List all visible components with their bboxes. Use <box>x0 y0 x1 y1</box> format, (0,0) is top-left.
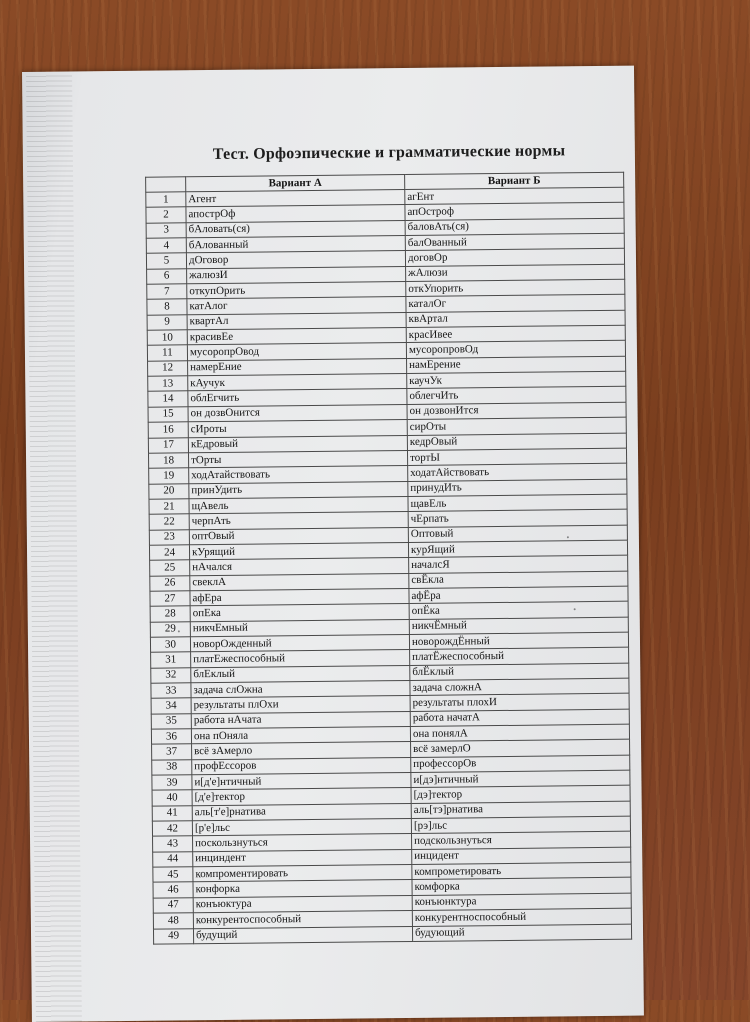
variant-b-cell: задача сложнА <box>410 678 629 696</box>
variant-a-cell: Агент <box>186 189 405 207</box>
variant-b-cell: конъюнктура <box>412 893 631 911</box>
variant-b-cell: компрометировать <box>412 862 631 880</box>
variant-b-cell: афЁра <box>409 586 628 604</box>
row-number: 44 <box>153 852 193 868</box>
variant-a-cell: бАловать(ся) <box>186 220 405 238</box>
variant-a-cell: [д'е]тектор <box>192 788 411 806</box>
row-number: 11 <box>147 345 187 361</box>
variant-a-cell: всё зАмерло <box>192 742 411 760</box>
variant-a-cell: она пОняла <box>191 727 410 745</box>
variant-a-cell: инциндент <box>193 849 412 867</box>
row-number: 3 <box>146 222 186 238</box>
row-number: 43 <box>153 836 193 852</box>
row-number: 5 <box>146 253 186 269</box>
variant-b-cell: апОстроф <box>405 203 624 221</box>
variant-a-cell: компроментировать <box>193 865 412 883</box>
variant-b-cell: агЕнт <box>405 187 624 205</box>
variant-b-cell: ходатАйствовать <box>408 463 627 481</box>
row-number: 45 <box>153 867 193 883</box>
row-number: 7 <box>147 284 187 300</box>
variant-b-cell: тортЫ <box>407 448 626 466</box>
variant-b-cell: платЁжеспособный <box>410 647 629 665</box>
row-number: 20 <box>149 483 189 499</box>
variant-a-cell: красивЕе <box>187 328 406 346</box>
row-number: 32 <box>151 667 191 683</box>
variant-b-cell: курЯщий <box>408 540 627 558</box>
variant-b-cell: облегчИть <box>407 387 626 405</box>
row-number: 6 <box>147 269 187 285</box>
row-number: 21 <box>149 499 189 515</box>
variant-a-cell: конфорка <box>193 880 412 898</box>
variant-a-cell: платЕжеспособный <box>191 650 410 668</box>
variant-b-cell: инцидент <box>412 847 631 865</box>
variant-b-cell: красИвее <box>406 325 625 343</box>
variant-a-cell: кУрящий <box>189 542 408 560</box>
variant-b-cell: профессорОв <box>411 755 630 773</box>
variant-b-header: Вариант Б <box>405 172 624 189</box>
row-number: 33 <box>151 683 191 699</box>
variant-b-cell: будующий <box>412 924 631 942</box>
variant-b-cell: намЕрение <box>407 356 626 374</box>
variant-a-cell: профЕссоров <box>192 757 411 775</box>
variant-b-cell: всё замерлО <box>411 740 630 758</box>
page-title: Тест. Орфоэпические и грамматические нормы <box>212 142 566 164</box>
row-number: 2 <box>146 207 186 223</box>
variant-a-cell: поскользнуться <box>193 834 412 852</box>
row-number: 18 <box>148 453 188 469</box>
variant-a-cell: он дозвОнится <box>188 404 407 422</box>
row-number: 1 <box>146 192 186 208</box>
variant-b-cell: кедрОвый <box>407 433 626 451</box>
variant-a-cell: тОрты <box>188 450 407 468</box>
variant-a-cell: катАлог <box>187 297 406 315</box>
variant-b-cell: Оптовый <box>408 525 627 543</box>
variant-a-header: Вариант А <box>186 174 405 191</box>
variant-b-cell: баловАть(ся) <box>405 218 624 236</box>
row-number: 41 <box>152 806 192 822</box>
row-number: 14 <box>148 391 188 407</box>
row-number: 36 <box>151 729 191 745</box>
variant-b-cell: аль[тэ]рнатива <box>411 801 630 819</box>
variant-a-cell: мусоропрОвод <box>187 343 406 361</box>
variant-b-cell: [рэ]льс <box>411 816 630 834</box>
variant-b-cell: каталОг <box>406 295 625 313</box>
variant-b-cell: она понялА <box>410 724 629 742</box>
variant-a-cell: опЕка <box>190 604 409 622</box>
variant-b-cell: никчЁмный <box>409 617 628 635</box>
row-number: 4 <box>146 238 186 254</box>
variant-a-cell: работа нАчата <box>191 711 410 729</box>
variant-a-cell: оптОвый <box>189 527 408 545</box>
variant-b-cell: договОр <box>405 249 624 267</box>
row-number: 17 <box>148 437 188 453</box>
variant-b-cell: и[дэ]нтичный <box>411 770 630 788</box>
variant-a-cell: бАлованный <box>186 236 405 254</box>
variant-b-cell: сирОты <box>407 417 626 435</box>
variant-a-cell: задача слОжна <box>191 680 410 698</box>
paper-sheet <box>22 66 644 1022</box>
row-number: 27 <box>150 591 190 607</box>
test-table <box>145 172 632 945</box>
row-number: 34 <box>151 698 191 714</box>
row-number: 13 <box>148 376 188 392</box>
variant-a-cell: кЕдровый <box>188 435 407 453</box>
row-number: 35 <box>151 713 191 729</box>
row-number: 12 <box>148 361 188 377</box>
row-number: 42 <box>152 821 192 837</box>
row-number: 29 <box>150 621 190 637</box>
variant-a-cell: кАучук <box>188 374 407 392</box>
row-number: 26 <box>150 575 190 591</box>
variant-a-cell: и[д'е]нтичный <box>192 773 411 791</box>
variant-a-cell: блЕклый <box>191 665 410 683</box>
variant-a-cell: дОговор <box>186 251 405 269</box>
variant-b-cell: откУпорить <box>406 279 625 297</box>
variant-a-cell: никчЕмный <box>190 619 409 637</box>
row-number: 48 <box>153 913 193 929</box>
variant-b-cell: [дэ]тектор <box>411 786 630 804</box>
variant-a-cell: квартАл <box>187 312 406 330</box>
toner-speck <box>567 536 569 538</box>
variant-b-cell: опЁка <box>409 601 628 619</box>
variant-b-cell: щавЕль <box>408 494 627 512</box>
variant-b-cell: он дозвонИтся <box>407 402 626 420</box>
variant-b-cell: мусоропровОд <box>406 341 625 359</box>
variant-b-cell: принудИть <box>408 479 627 497</box>
toner-speck <box>178 630 180 632</box>
row-number: 31 <box>151 652 191 668</box>
variant-a-cell: новорОжденный <box>190 634 409 652</box>
row-number: 19 <box>149 468 189 484</box>
toner-speck <box>574 608 576 610</box>
row-number: 46 <box>153 882 193 898</box>
row-number: 30 <box>150 637 190 653</box>
variant-a-cell: свеклА <box>190 573 409 591</box>
row-number: 16 <box>148 422 188 438</box>
variant-a-cell: афЕра <box>190 588 409 606</box>
variant-b-cell: свЁкла <box>409 571 628 589</box>
variant-a-cell: намерЕние <box>188 358 407 376</box>
variant-a-cell: аль[т'е]рнатива <box>192 803 411 821</box>
variant-b-cell: чЕрпать <box>408 509 627 527</box>
variant-a-cell: нАчался <box>190 558 409 576</box>
row-number: 8 <box>147 299 187 315</box>
row-number: 38 <box>152 759 192 775</box>
variant-a-cell: конъюктура <box>193 895 412 913</box>
variant-b-cell: квАртал <box>406 310 625 328</box>
row-number: 40 <box>152 790 192 806</box>
variant-a-cell: будущий <box>193 926 412 944</box>
row-number: 39 <box>152 775 192 791</box>
row-number: 22 <box>149 514 189 530</box>
variant-b-cell: результаты плохИ <box>410 694 629 712</box>
variant-b-cell: новорождЁнный <box>409 632 628 650</box>
variant-a-cell: облЕгчить <box>188 389 407 407</box>
row-number: 23 <box>149 529 189 545</box>
variant-a-cell: откупОрить <box>187 282 406 300</box>
variant-b-cell: блЁклый <box>410 663 629 681</box>
table-body <box>146 187 632 944</box>
row-number: 47 <box>153 898 193 914</box>
variant-a-cell: ходАтайствовать <box>189 466 408 484</box>
variant-a-cell: результаты плОхи <box>191 696 410 714</box>
variant-a-cell: конкурентоспособный <box>193 911 412 929</box>
variant-b-cell: комфорка <box>412 878 631 896</box>
row-number: 10 <box>147 330 187 346</box>
row-number: 49 <box>153 928 193 944</box>
variant-a-cell: сИроты <box>188 420 407 438</box>
variant-b-cell: конкурентноспособный <box>412 908 631 926</box>
row-number: 9 <box>147 315 187 331</box>
row-number: 37 <box>152 744 192 760</box>
variant-a-cell: [р'е]льс <box>192 819 411 837</box>
variant-a-cell: принУдить <box>189 481 408 499</box>
row-number: 28 <box>150 606 190 622</box>
variant-b-cell: работа начатА <box>410 709 629 727</box>
variant-a-cell: жалюзИ <box>187 266 406 284</box>
row-number: 15 <box>148 407 188 423</box>
variant-b-cell: жАлюзи <box>406 264 625 282</box>
variant-b-cell: началсЯ <box>409 555 628 573</box>
number-column-header <box>146 177 186 192</box>
variant-a-cell: щАвель <box>189 496 408 514</box>
row-number: 25 <box>150 560 190 576</box>
variant-b-cell: подскользнуться <box>411 832 630 850</box>
variant-a-cell: апострОф <box>186 205 405 223</box>
variant-a-cell: черпАть <box>189 512 408 530</box>
variant-b-cell: каучУк <box>407 371 626 389</box>
variant-b-cell: балОванный <box>405 233 624 251</box>
row-number: 24 <box>149 545 189 561</box>
